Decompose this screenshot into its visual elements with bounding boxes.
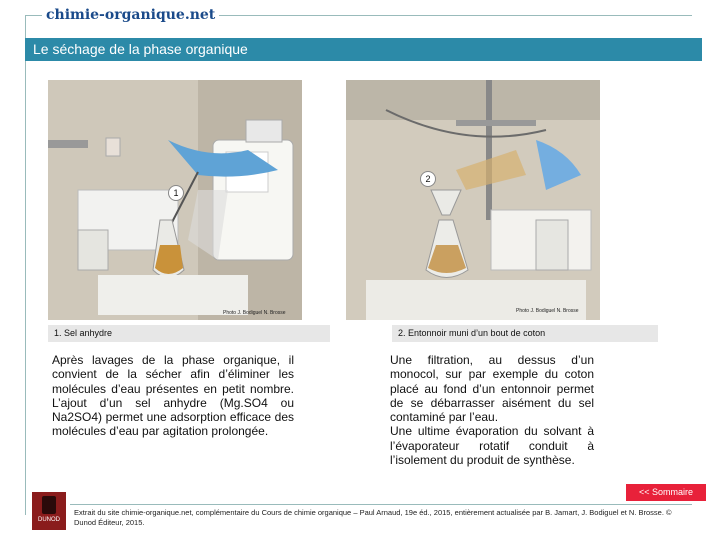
photo-credit: Photo J. Bodiguel N. Brosse	[223, 310, 286, 316]
logo-icon	[42, 496, 56, 514]
paragraph-filtration-line2: Une ultime évaporation du solvant à l’évaporateur rotatif conduit à l’isolement du produit de synthèse.	[390, 424, 594, 468]
site-title: chimie-organique.net	[42, 5, 219, 25]
paragraph-filtration	[390, 353, 594, 467]
paragraph-filtration-line1: Une filtration, au dessus d’un monocol, sur par exemple du coton placé au fond d’un entonnoir permet de se débarrasser aisément du sel contaminé par l’eau.	[390, 353, 594, 425]
summary-button[interactable]: << Sommaire	[626, 484, 706, 501]
photo-credit: Photo J. Bodiguel N. Brosse	[516, 308, 579, 314]
caption-1: 1. Sel anhydre	[48, 325, 330, 342]
photo-marker-1: 1	[168, 185, 184, 201]
paragraph-drying: Après lavages de la phase organique, il convient de la sécher afin d’éliminer les molécules d’eau présentes en petit nombre. L’ajout d’un sel anhydre (Mg.SO4 ou Na2SO4) permet une adsorption efficace des molécules d’eau par agitation prolongée.	[52, 353, 294, 439]
photo-filtration	[346, 80, 600, 320]
photo-drying-salt	[48, 80, 302, 320]
footer-note: Extrait du site chimie-organique.net, complémentaire du Cours de chimie organique – Paul Arnaud, 19e éd., 2015, entièrement actualisée par B. Jamart, J. Bodiguel et N. Brosse. © Dunod Éditeur, 2015.	[74, 508, 672, 527]
page-title-banner: Le séchage de la phase organique	[25, 38, 702, 61]
caption-2: 2. Entonnoir muni d’un bout de coton	[392, 325, 658, 342]
photo-marker-2: 2	[420, 171, 436, 187]
logo-label: DUNOD	[38, 517, 60, 523]
left-divider	[25, 15, 26, 515]
bottom-divider	[70, 504, 692, 505]
publisher-logo	[32, 492, 66, 530]
